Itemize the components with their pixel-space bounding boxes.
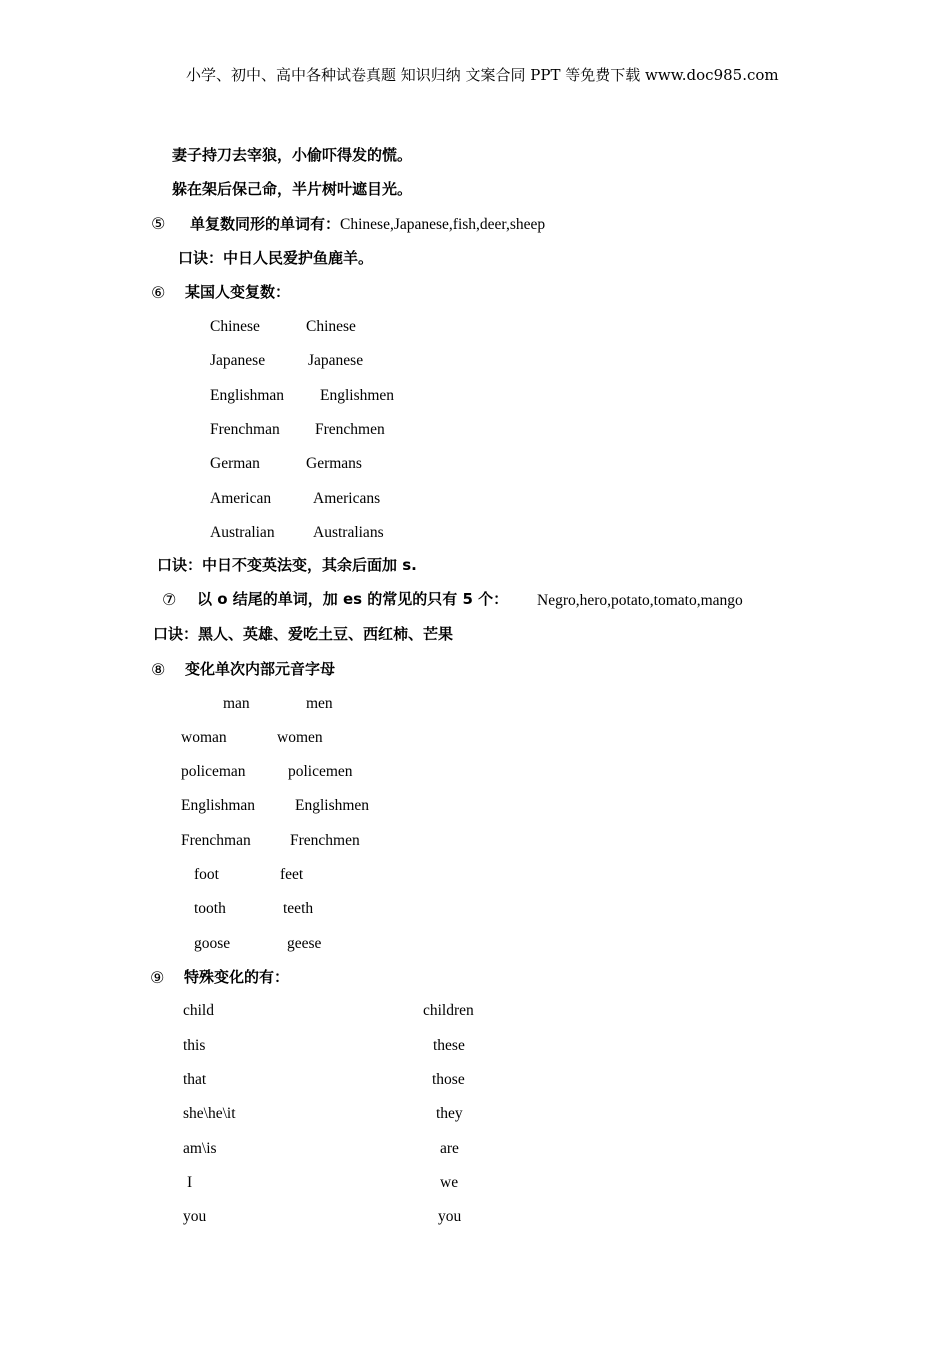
s8-plural-2: policemen [288,763,353,780]
s8-plural-5: feet [280,866,304,883]
s8-singular-0: man [223,695,250,712]
s9-singular-6: you [183,1208,207,1225]
section-5-mnemonic: 口诀：中日人民爱护鱼鹿羊。 [178,249,374,267]
poem-line-1: 妻子持刀去宰狼，小偷吓得发的慌。 [172,146,413,164]
s9-singular-0: child [183,1002,214,1019]
s9-singular-3: she\he\it [183,1105,236,1122]
s8-plural-0: men [306,695,333,712]
section-7-title: 以 o 结尾的单词，加 es 的常见的只有 5 个： [197,590,509,608]
s6-plural-4: Germans [306,455,362,472]
s9-singular-1: this [183,1037,206,1054]
section-9-marker: ⑨ [150,968,165,987]
section-8-title: 变化单次内部元音字母 [185,660,336,678]
section-8-marker: ⑧ [151,660,166,679]
s6-singular-1: Japanese [210,352,266,369]
s8-singular-4: Frenchman [181,832,251,849]
poem-line-2: 躲在架后保己命，半片树叶遮目光。 [172,180,413,198]
section-5-heading [190,216,545,233]
section-5-marker: ⑤ [151,214,166,233]
s6-plural-0: Chinese [306,318,356,335]
s6-plural-5: Americans [313,490,381,507]
s9-plural-3: they [436,1105,463,1122]
section-5-words: Chinese,Japanese,fish,deer,sheep [340,216,546,233]
section-9-title: 特殊变化的有： [184,968,290,986]
s6-plural-1: Japanese [308,352,364,369]
s8-plural-7: geese [287,935,322,952]
section-6-title: 某国人变复数： [185,283,291,301]
s8-singular-2: policeman [181,763,246,780]
s6-singular-6: Australian [210,524,275,541]
section-6-marker: ⑥ [151,283,166,302]
s9-plural-0: children [423,1002,474,1019]
s6-plural-6: Australians [313,524,384,541]
page-header: 小学、初中、高中各种试卷真题 知识归纳 文案合同 PPT 等免费下载 www.doc985.com [186,66,779,84]
s9-singular-4: am\is [183,1140,217,1157]
section-6-mnemonic: 口诀：中日不变英法变，其余后面加 s. [157,556,417,574]
section-5-title: 单复数同形的单词有： [190,215,341,233]
s8-plural-3: Englishmen [295,797,370,814]
s8-plural-6: teeth [283,900,314,917]
s6-singular-4: German [210,455,260,472]
s6-singular-3: Frenchman [210,421,280,438]
s8-singular-1: woman [181,729,227,746]
s6-singular-0: Chinese [210,318,260,335]
s6-singular-2: Englishman [210,387,285,404]
s8-singular-7: goose [194,935,231,952]
s8-singular-3: Englishman [181,797,256,814]
s6-plural-3: Frenchmen [315,421,385,438]
s9-singular-5: I [187,1174,193,1191]
section-7-words: Negro,hero,potato,tomato,mango [537,592,743,609]
s8-singular-5: foot [194,866,219,883]
s6-singular-5: American [210,490,272,507]
s9-plural-2: those [432,1071,465,1088]
s9-plural-1: these [433,1037,465,1054]
s9-plural-6: you [438,1208,462,1225]
s8-plural-1: women [277,729,323,746]
s9-singular-2: that [183,1071,207,1088]
s6-plural-2: Englishmen [320,387,395,404]
s9-plural-5: we [440,1174,459,1191]
s9-plural-4: are [440,1140,459,1157]
section-7-mnemonic: 口诀：黑人、英雄、爱吃土豆、西红柿、芒果 [153,625,454,643]
section-7-marker: ⑦ [162,590,177,609]
s8-plural-4: Frenchmen [290,832,360,849]
s8-singular-6: tooth [194,900,226,917]
